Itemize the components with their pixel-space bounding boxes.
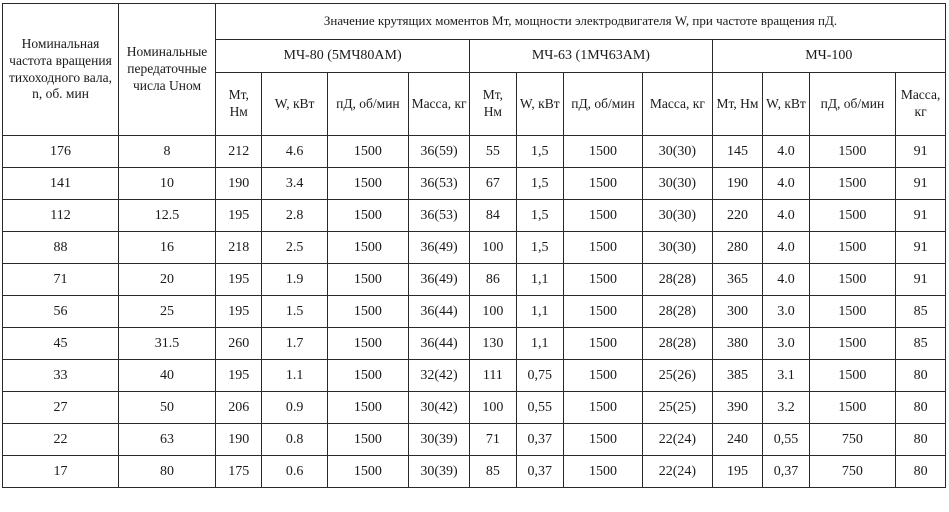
table-cell: 195 [216,296,262,328]
table-cell: 218 [216,232,262,264]
subheader-torque: Мт, Нм [712,73,763,136]
table-cell: 1500 [809,168,895,200]
table-row [3,136,946,168]
table-cell: 390 [712,392,763,424]
table-cell: 206 [216,392,262,424]
subheader-motor-speed: пД, об/мин [327,73,408,136]
subheader-motor-speed: пД, об/мин [563,73,642,136]
table-cell: 3.1 [763,360,809,392]
table-cell: 30(30) [643,136,713,168]
table-cell: 1500 [809,392,895,424]
table-cell: 36(49) [408,232,469,264]
table-cell: 195 [216,200,262,232]
table-row [3,328,946,360]
table-cell: 1500 [563,424,642,456]
table-cell: 1500 [327,168,408,200]
table-cell: 80 [896,456,946,488]
table-cell: 56 [3,296,119,328]
table-cell: 30(42) [408,392,469,424]
table-cell: 190 [712,168,763,200]
table-cell: 17 [3,456,119,488]
table-cell: 63 [119,424,216,456]
table-cell: 16 [119,232,216,264]
table-cell: 1,1 [516,328,563,360]
subheader-mass: Масса, кг [408,73,469,136]
table-cell: 1500 [809,360,895,392]
table-cell: 80 [896,392,946,424]
table-row [3,360,946,392]
table-cell: 85 [896,296,946,328]
table-row [3,424,946,456]
table-cell: 1500 [563,392,642,424]
subheader-power: W, кВт [516,73,563,136]
subheader-torque: Мт, Нм [216,73,262,136]
model-mch100: МЧ-100 [712,40,945,73]
table-cell: 1500 [563,264,642,296]
table-cell: 91 [896,200,946,232]
table-cell: 750 [809,424,895,456]
table-cell: 10 [119,168,216,200]
table-cell: 1.7 [262,328,327,360]
table-cell: 3.4 [262,168,327,200]
header-gear-ratio: Номинальные передаточные числа Uном [119,4,216,136]
table-cell: 1,1 [516,264,563,296]
model-mch63: МЧ-63 (1МЧ63АМ) [470,40,713,73]
table-cell: 55 [470,136,516,168]
table-cell: 1500 [563,232,642,264]
table-cell: 31.5 [119,328,216,360]
table-cell: 4.0 [763,168,809,200]
table-cell: 3.0 [763,328,809,360]
table-cell: 1500 [327,360,408,392]
table-cell: 190 [216,424,262,456]
table-cell: 4.0 [763,136,809,168]
table-cell: 80 [896,360,946,392]
table-cell: 88 [3,232,119,264]
table-row [3,168,946,200]
table-cell: 0,55 [763,424,809,456]
table-cell: 1500 [563,200,642,232]
table-cell: 1500 [809,328,895,360]
subheader-power: W, кВт [262,73,327,136]
table-cell: 1500 [809,296,895,328]
model-mch80: МЧ-80 (5МЧ80АМ) [216,40,470,73]
table-cell: 1500 [327,296,408,328]
table-cell: 1500 [563,136,642,168]
table-cell: 385 [712,360,763,392]
table-cell: 365 [712,264,763,296]
table-cell: 1500 [563,328,642,360]
table-cell: 750 [809,456,895,488]
table-cell: 36(53) [408,200,469,232]
table-cell: 28(28) [643,328,713,360]
table-cell: 20 [119,264,216,296]
table-cell: 67 [470,168,516,200]
table-cell: 30(39) [408,456,469,488]
table-cell: 3.0 [763,296,809,328]
table-cell: 145 [712,136,763,168]
table-cell: 0,37 [516,424,563,456]
table-cell: 22 [3,424,119,456]
table-cell: 27 [3,392,119,424]
table-cell: 84 [470,200,516,232]
table-cell: 71 [470,424,516,456]
table-cell: 80 [119,456,216,488]
table-cell: 36(59) [408,136,469,168]
table-cell: 1500 [327,456,408,488]
table-cell: 1500 [809,264,895,296]
table-cell: 80 [896,424,946,456]
table-cell: 28(28) [643,264,713,296]
table-cell: 12.5 [119,200,216,232]
table-cell: 1500 [563,360,642,392]
table-cell: 4.6 [262,136,327,168]
table-cell: 100 [470,232,516,264]
table-cell: 195 [712,456,763,488]
table-cell: 0,37 [763,456,809,488]
table-cell: 195 [216,264,262,296]
table-cell: 1,5 [516,200,563,232]
table-cell: 380 [712,328,763,360]
table-cell: 175 [216,456,262,488]
table-cell: 30(39) [408,424,469,456]
table-cell: 33 [3,360,119,392]
table-cell: 100 [470,392,516,424]
table-cell: 0.6 [262,456,327,488]
table-body [3,136,946,488]
table-cell: 2.8 [262,200,327,232]
table-cell: 111 [470,360,516,392]
table-cell: 30(30) [643,168,713,200]
table-cell: 71 [3,264,119,296]
table-cell: 2.5 [262,232,327,264]
table-cell: 36(44) [408,328,469,360]
table-cell: 1500 [563,296,642,328]
table-cell: 45 [3,328,119,360]
table-cell: 85 [896,328,946,360]
table-cell: 1500 [327,328,408,360]
table-cell: 212 [216,136,262,168]
table-cell: 50 [119,392,216,424]
subheader-torque: Мт, Нм [470,73,516,136]
table-cell: 130 [470,328,516,360]
table-cell: 1500 [809,200,895,232]
table-cell: 1500 [809,232,895,264]
table-cell: 1.9 [262,264,327,296]
table-cell: 36(44) [408,296,469,328]
table-cell: 0.9 [262,392,327,424]
table-row [3,456,946,488]
table-cell: 141 [3,168,119,200]
table-cell: 190 [216,168,262,200]
table-cell: 91 [896,136,946,168]
table-cell: 30(30) [643,232,713,264]
table-row [3,296,946,328]
table-cell: 1500 [327,264,408,296]
table-cell: 220 [712,200,763,232]
table-cell: 4.0 [763,200,809,232]
table-cell: 85 [470,456,516,488]
table-cell: 1500 [327,232,408,264]
table-cell: 1500 [809,136,895,168]
table-cell: 260 [216,328,262,360]
table-cell: 91 [896,168,946,200]
table-cell: 8 [119,136,216,168]
table-cell: 25(26) [643,360,713,392]
table-cell: 36(49) [408,264,469,296]
table-cell: 0.8 [262,424,327,456]
table-cell: 22(24) [643,424,713,456]
table-cell: 1,5 [516,232,563,264]
table-cell: 1500 [327,200,408,232]
subheader-mass: Масса, кг [643,73,713,136]
table-row [3,232,946,264]
table-row [3,200,946,232]
table-cell: 1.5 [262,296,327,328]
table-cell: 100 [470,296,516,328]
header-rated-speed: Номинальная частота вращения тихоходного вала, n, об. мин [3,4,119,136]
table-cell: 40 [119,360,216,392]
table-cell: 280 [712,232,763,264]
subheader-mass: Масса, кг [896,73,946,136]
table-cell: 1,5 [516,136,563,168]
torque-specification-table [2,3,946,488]
table-cell: 195 [216,360,262,392]
table-cell: 1500 [327,424,408,456]
table-cell: 1,5 [516,168,563,200]
table-row [3,264,946,296]
table-cell: 176 [3,136,119,168]
table-cell: 4.0 [763,264,809,296]
table-cell: 0,37 [516,456,563,488]
table-cell: 22(24) [643,456,713,488]
table-cell: 1.1 [262,360,327,392]
subheader-motor-speed: пД, об/мин [809,73,895,136]
header-title: Значение крутящих моментов Мт, мощности электродвигателя W, при частоте вращения пД. [216,4,946,40]
table-row [3,392,946,424]
table-cell: 25 [119,296,216,328]
table-cell: 240 [712,424,763,456]
table-cell: 0,75 [516,360,563,392]
table-cell: 4.0 [763,232,809,264]
table-cell: 1500 [327,392,408,424]
table-cell: 1500 [327,136,408,168]
table-cell: 1,1 [516,296,563,328]
table-cell: 3.2 [763,392,809,424]
table-cell: 112 [3,200,119,232]
table-cell: 28(28) [643,296,713,328]
table-cell: 91 [896,232,946,264]
table-cell: 32(42) [408,360,469,392]
table-cell: 25(25) [643,392,713,424]
table-cell: 86 [470,264,516,296]
table-cell: 0,55 [516,392,563,424]
table-cell: 1500 [563,456,642,488]
table-cell: 36(53) [408,168,469,200]
table-cell: 91 [896,264,946,296]
table-cell: 300 [712,296,763,328]
table-cell: 30(30) [643,200,713,232]
table-cell: 1500 [563,168,642,200]
subheader-power: W, кВт [763,73,809,136]
